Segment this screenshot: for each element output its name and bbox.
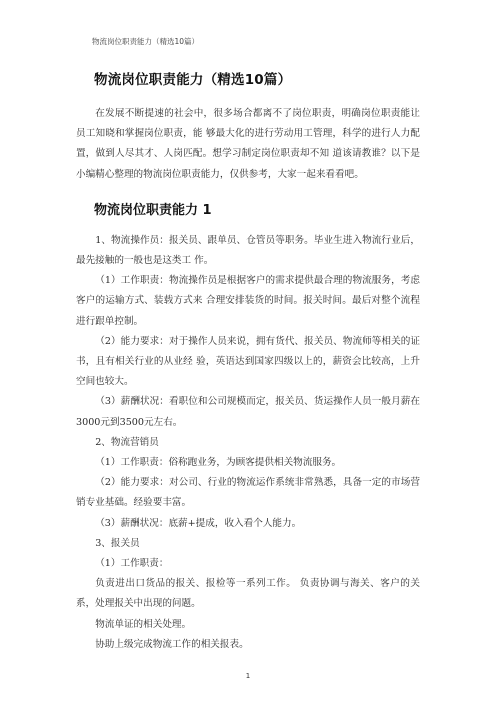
document-title: 物流岗位职责能力（精选10篇） xyxy=(94,72,292,88)
paragraph: （1）工作职责：物流操作员是根据客户的需求提供最合理的物流服务，考虑客户的运输方式、装载方式来 合理安排装货的时间。报关时间。最后对整个流程进行跟单控制。 xyxy=(76,275,420,327)
paragraph: （3）薪酬状况：底薪+提成，收入看个人能力。 xyxy=(95,517,302,529)
paragraph: （3）薪酬状况：看职位和公司规模而定，报关员、货运操作人员一般月薪在3000元到3500元左右。 xyxy=(76,396,420,428)
paragraph: 1、物流操作员：报关员、跟单员、仓管员等职务。毕业生进入物流行业后，最先接触的一般也是这类工 作。 xyxy=(76,234,420,267)
paragraph: 2、物流营销员 xyxy=(95,436,159,448)
paragraph: 物流单证的相关处理。 xyxy=(95,618,192,630)
intro-paragraph: 在发展不断提速的社会中，很多场合都离不了岗位职责，明确岗位职责能让员工知晓和掌握岗位职责，能 够最大化的进行劳动用工管理，科学的进行人力配置，做到人尽其才、人岗匹配。想学习制定岗位职责却不知 道该请教谁？以下是小编精心整理的物流岗位职责能力，仅供参考，大家一起来看看吧。 xyxy=(76,108,420,180)
section-heading: 物流岗位职责能力 1 xyxy=(94,202,212,218)
paragraph: （2）能力要求：对于操作人员来说，拥有货代、报关员、物流师等相关的证书，且有相关行业的从业经 验，英语达到国家四级以上的，薪资会比较高，上升空间也较大。 xyxy=(76,335,420,388)
paragraph: （2）能力要求：对公司、行业的物流运作系统非常熟悉，具备一定的市场营销专业基础。经验要丰富。 xyxy=(76,477,420,509)
page-number: 1 xyxy=(245,672,251,680)
document-body xyxy=(76,104,420,655)
paragraph: （1）工作职责： xyxy=(95,558,169,570)
paragraph: 协助上级完成物流工作的相关报表。 xyxy=(95,638,249,650)
paragraph: 3、报关员 xyxy=(95,537,140,549)
running-header: 物流岗位职责能力（精选10篇） xyxy=(92,37,200,46)
paragraph: 负责进出口货品的报关、报检等一系列工作。 负责协调与海关、客户的关系，处理报关中出现的问题。 xyxy=(76,578,420,610)
paragraph: （1）工作职责：俗称跑业务，为顾客提供相关物流服务。 xyxy=(95,457,342,469)
